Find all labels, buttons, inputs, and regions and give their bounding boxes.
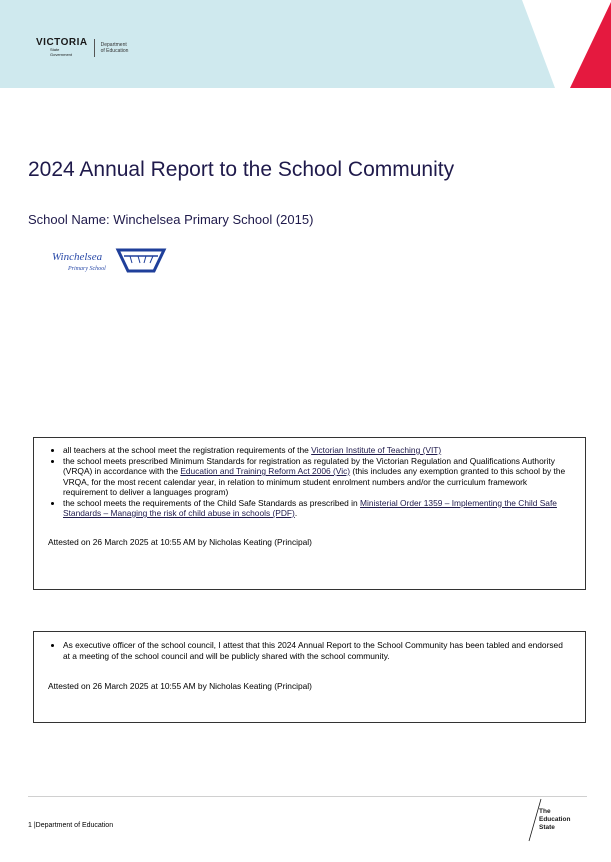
school-name: School Name: Winchelsea Primary School (2015) bbox=[28, 212, 314, 227]
item-text: . bbox=[294, 508, 298, 518]
list-item bbox=[63, 456, 571, 498]
compliance-list bbox=[48, 445, 571, 519]
page-title: 2024 Annual Report to the School Community bbox=[28, 158, 455, 181]
council-attestation: Attested on 26 March 2025 at 10:55 AM by Nicholas Keating (Principal) bbox=[48, 681, 312, 691]
list-item bbox=[63, 498, 571, 519]
footer-page-label: 1 |Department of Education bbox=[28, 822, 114, 829]
logo-divider bbox=[94, 39, 95, 57]
victoria-sub-line1: State bbox=[50, 47, 60, 52]
item-text: the school meets the requirements of the Child Safe Standards as prescribed in bbox=[63, 497, 361, 508]
victoria-wordmark: VICTORIA bbox=[36, 37, 88, 48]
edu-line2: Education bbox=[539, 816, 571, 823]
school-logo-line1: Winchelsea bbox=[52, 251, 103, 263]
item-text: the school meets prescribed Minimum Standards for registration as regulated by the Victorian Regulation and Qualifications Authority (VRQA) in accordance with the bbox=[63, 455, 555, 476]
edu-line3: State bbox=[539, 824, 555, 831]
footer-divider bbox=[28, 796, 587, 797]
principal-attestation: Attested on 26 March 2025 at 10:55 AM by Nicholas Keating (Principal) bbox=[48, 536, 312, 547]
council-list bbox=[48, 640, 571, 661]
list-item: • As executive officer of the school council, I attest that this 2024 Annual Report to the School Community has been tabled and endorsed at a meeting of the school council and will be publicly shared with the school community. bbox=[63, 640, 571, 661]
education-reform-act-link[interactable]: Education and Training Reform Act 2006 (Vic) bbox=[180, 466, 351, 476]
victoria-sub-line2: Government bbox=[50, 51, 73, 57]
department-line2: of Education bbox=[100, 47, 129, 54]
item-text: all teachers at the school meet the registration requirements of the bbox=[63, 445, 312, 455]
council-attestation-box bbox=[33, 631, 586, 723]
ministerial-order-link[interactable]: Ministerial Order 1359 – Implementing the Child Safe Standards – Managing the risk of child abuse in schools (PDF) bbox=[63, 497, 557, 518]
list-item bbox=[63, 445, 571, 456]
edu-line1: The bbox=[539, 808, 551, 815]
school-logo bbox=[50, 247, 170, 279]
item-text: (this includes any exemption granted to this school by the VRQA, for the most recent calendar year, in relation to minimum student enrolment numbers and/or the curriculum framework requirement to deliver a languages program) bbox=[63, 466, 566, 497]
victoria-government-logo bbox=[36, 38, 128, 57]
school-logo-line2: Primary School bbox=[68, 266, 106, 272]
compliance-attestation-box bbox=[33, 437, 586, 590]
education-state-text bbox=[539, 808, 570, 832]
vit-link[interactable]: Victorian Institute of Teaching (VIT) bbox=[311, 445, 442, 455]
department-line1: Department bbox=[100, 41, 127, 48]
